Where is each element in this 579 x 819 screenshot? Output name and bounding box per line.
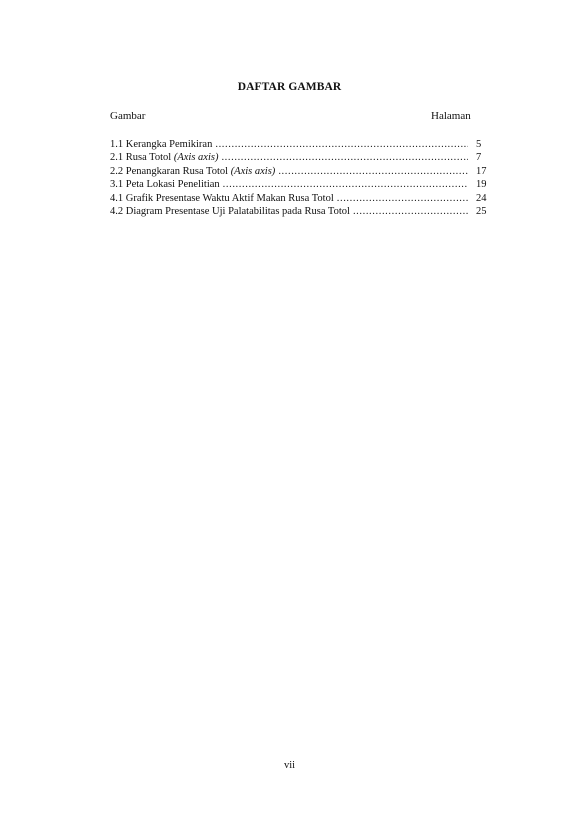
list-item[interactable] [110,151,496,164]
column-header-figure: Gambar [110,110,146,122]
entry-page-number: 17 [476,165,487,177]
column-header-page: Halaman [431,110,471,122]
dot-leader [215,138,468,151]
list-item[interactable] [110,165,496,178]
list-item[interactable] [110,178,496,191]
entry-text: 4.2 Diagram Presentase Uji Palatabilitas pada Rusa Totol [110,205,350,217]
entry-page-number: 25 [476,205,487,217]
entry-text: 2.1 Rusa Totol (Axis axis) [110,152,219,164]
dot-leader [337,192,468,205]
dot-leader [223,178,468,191]
entry-text: 2.2 Penangkaran Rusa Totol (Axis axis) [110,165,276,177]
dot-leader [221,151,468,164]
list-of-figures [110,138,496,218]
list-item[interactable] [110,138,496,151]
dot-leader [278,165,468,178]
entry-text: 1.1 Kerangka Pemikiran [110,139,213,150]
list-item[interactable] [110,192,496,205]
entry-page-number: 19 [476,179,487,191]
entry-page-number: 24 [476,192,487,204]
page-title: DAFTAR GAMBAR [237,81,342,93]
entry-text: 4.1 Grafik Presentase Waktu Aktif Makan Rusa Totol [110,192,334,204]
entry-text: 3.1 Peta Lokasi Penelitian [110,179,220,191]
entry-page-number: 7 [476,152,482,164]
entry-page-number: 5 [476,139,482,150]
list-item[interactable] [110,205,496,218]
page-number: vii [283,760,296,771]
dot-leader [353,205,468,218]
